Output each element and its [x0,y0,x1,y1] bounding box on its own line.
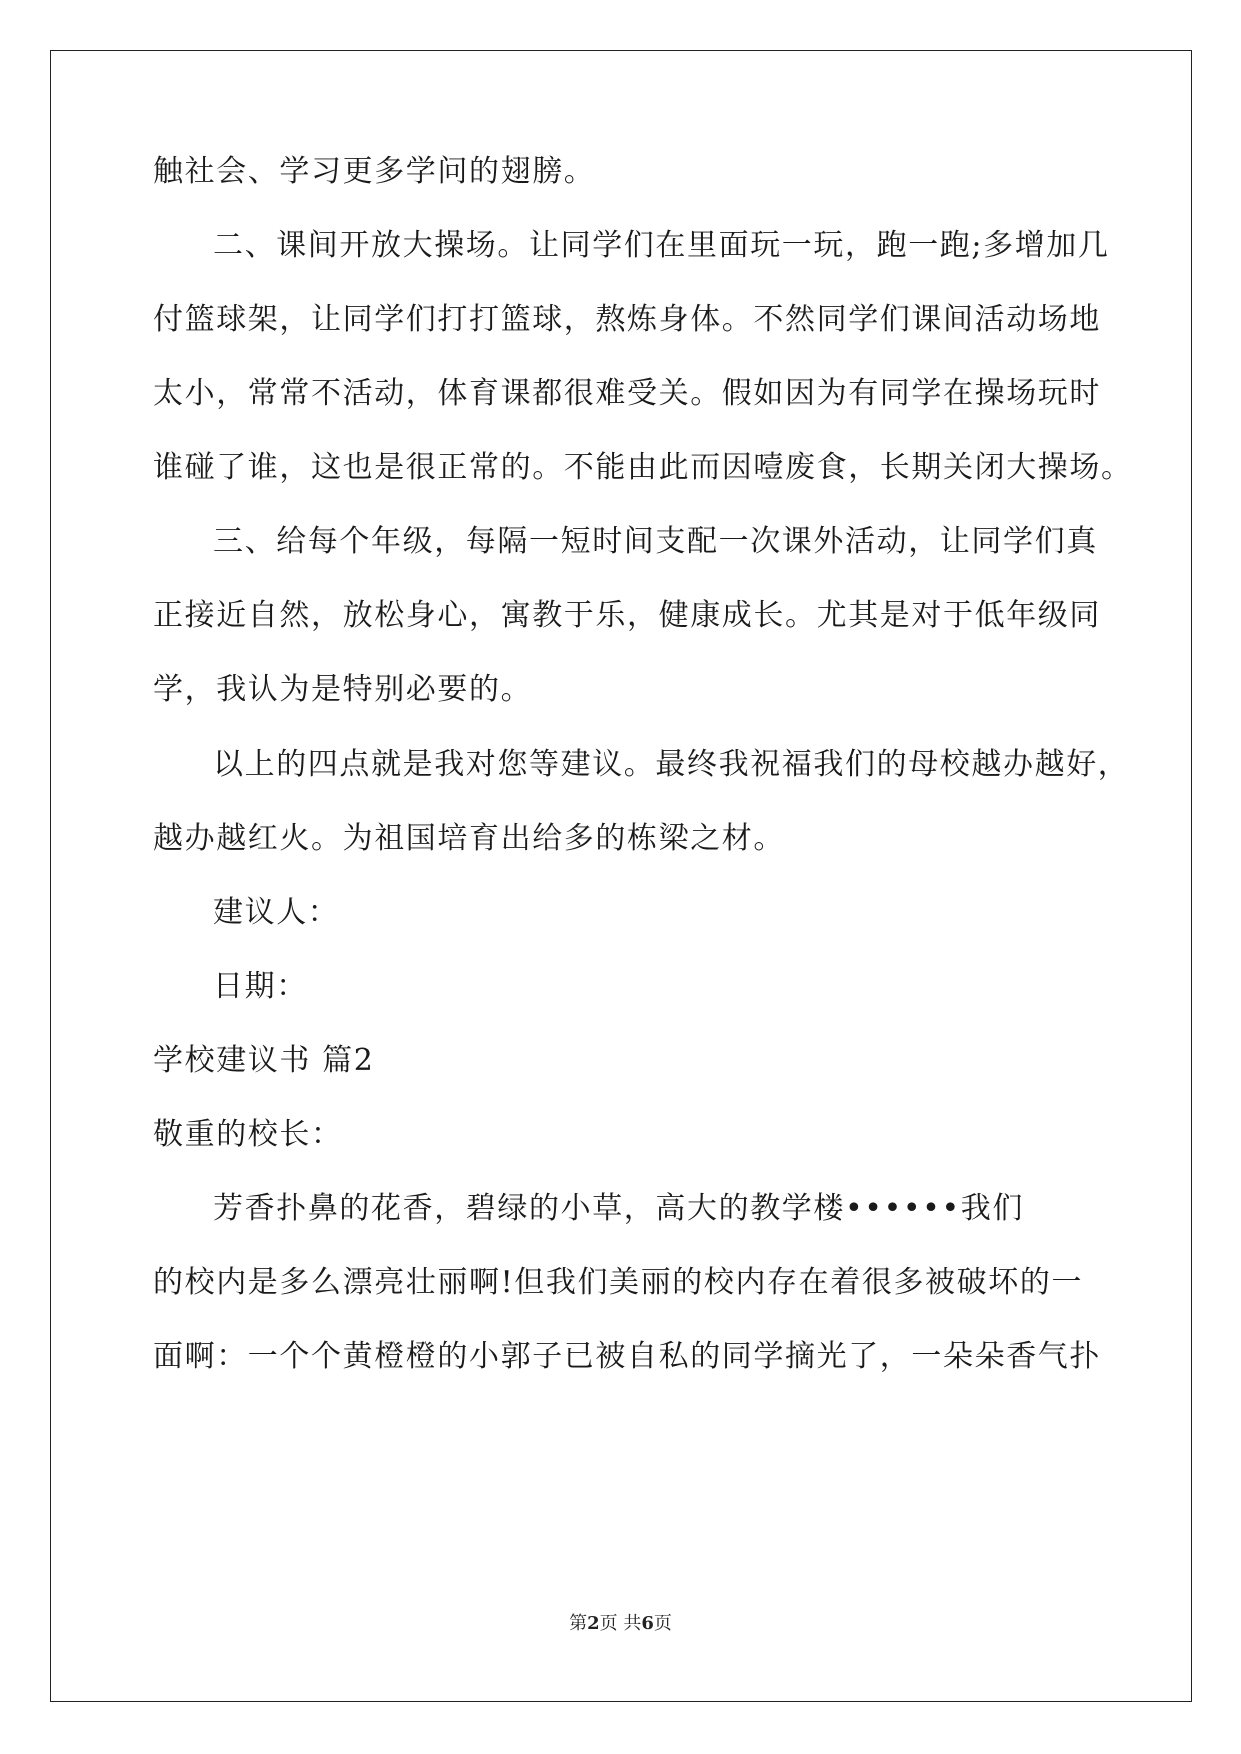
signer-label: 建议人： [213,895,340,930]
page-suffix: 页 [653,1613,672,1634]
page-total: 6 [641,1613,654,1634]
page-prefix: 第 [569,1613,588,1634]
salutation: 敬重的校长： [153,1117,343,1152]
text-line-2: 二、课间开放大操场。让同学们在里面玩一玩，跑一跑;多增加几 [213,228,1110,263]
text-line-3: 付篮球架，让同学们打打篮球，熬炼身体。不然同学们课间活动场地 [153,302,1101,337]
page-mid: 页 共 [599,1613,642,1634]
text-line-6: 三、给每个年级，每隔一短时间支配一次课外活动，让同学们真 [213,524,1098,559]
text-line-17: 面啊：一个个黄橙橙的小郭子已被自私的同学摘光了，一朵朵香气扑 [153,1339,1101,1374]
text-line-8: 学，我认为是特别必要的。 [153,672,533,707]
page-border [50,50,1192,1702]
page-current: 2 [587,1613,600,1634]
date-label: 日期： [213,969,308,1004]
section-heading: 学校建议书 篇2 [153,1043,375,1078]
text-line-7: 正接近自然，放松身心，寓教于乐，健康成长。尤其是对于低年级同 [153,598,1101,633]
text-line-10: 越办越红火。为祖国培育出给多的栋梁之材。 [153,821,785,856]
page-footer [0,1612,1241,1636]
text-line-9: 以上的四点就是我对您等建议。最终我祝福我们的母校越办越好， [213,747,1130,782]
text-line-1: 触社会、学习更多学问的翅膀。 [153,154,596,189]
text-line-16: 的校内是多么漂亮壮丽啊!但我们美丽的校内存在着很多被破坏的一 [153,1265,1084,1300]
text-line-15: 芳香扑鼻的花香，碧绿的小草，高大的教学楼••••••我们 [213,1191,1024,1226]
text-line-4: 太小，常常不活动，体育课都很难受关。假如因为有同学在操场玩时 [153,376,1101,411]
text-line-5: 谁碰了谁，这也是很正常的。不能由此而因噎废食，长期关闭大操场。 [153,450,1133,485]
